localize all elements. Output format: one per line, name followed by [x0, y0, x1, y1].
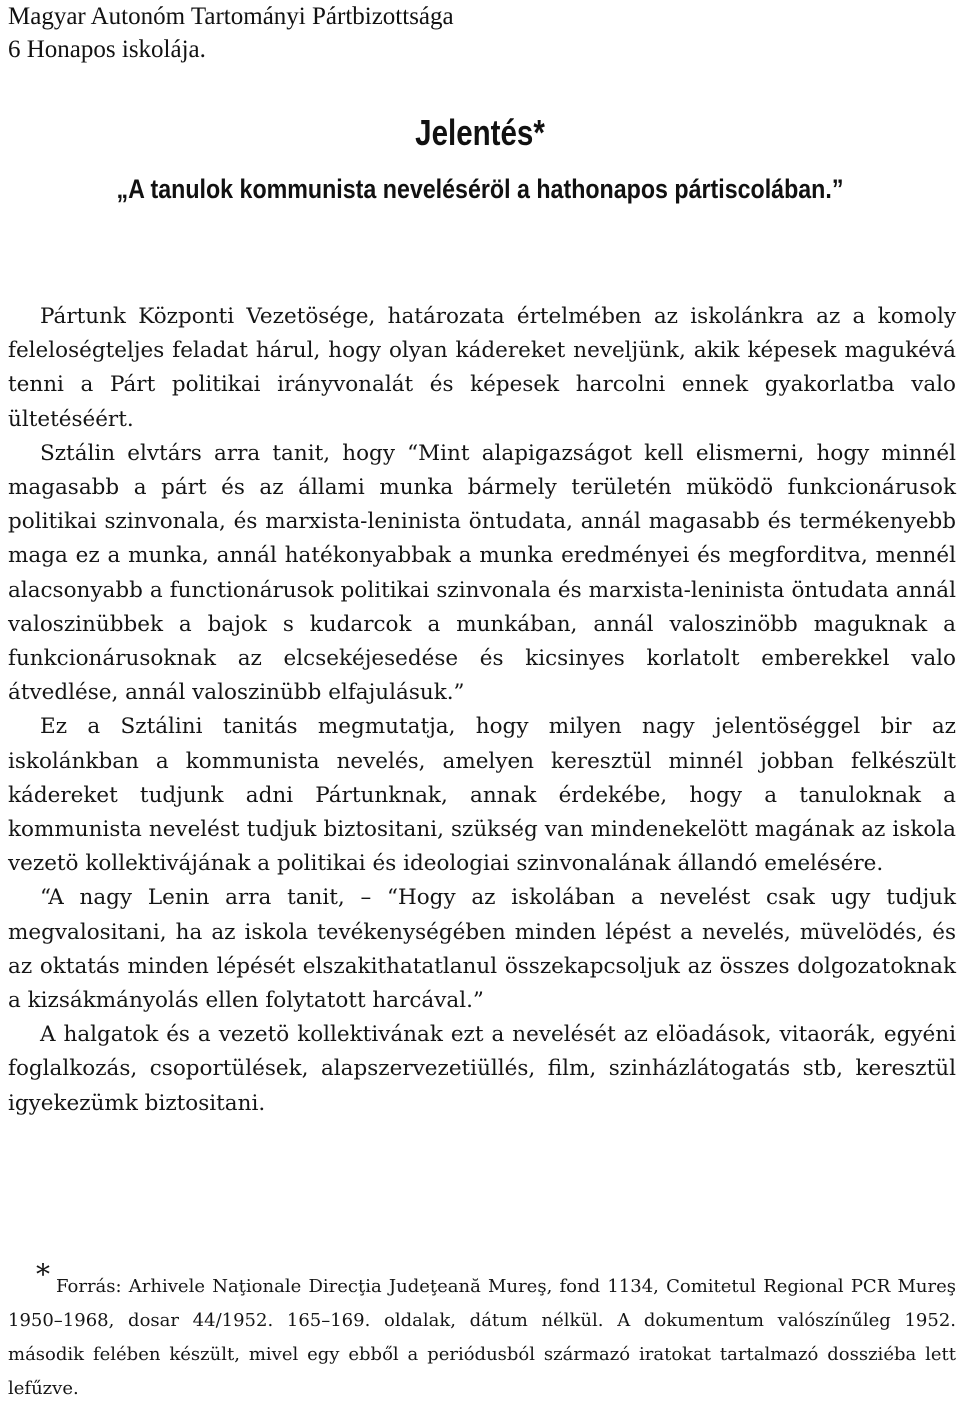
header-organization: Magyar Autonóm Tartományi Pártbizottsága — [8, 3, 454, 30]
footnote-marker: * — [36, 1258, 50, 1291]
footnote — [8, 1258, 956, 1406]
footnote-text: Forrás: Arhivele Naţionale Direcţia Judeţeană Mureş, fond 1134, Comitetul Regional PCR Mureş 1950–1968, dosar 44/1952. 165–169. oldalak, dátum nélkül. A dokumentum valószínűleg 1952. második felében készült, mivel egy ebből a periódusból származó iratokat tartalmazó dossziéba lett lefűzve. — [8, 1276, 956, 1399]
document-title: Jelentés* — [415, 112, 545, 153]
body-paragraph: Ez a Sztálini tanitás megmutatja, hogy milyen nagy jelentöséggel bir az iskolánkban a kommunista nevelés, amelyen keresztül minnél jobban felkészült kádereket tudjunk adni Pártunknak, annak érdekébe, hogy a tanuloknak a kommunista nevelést tudjuk biztositani, szükség van mindenekelött magának az iskola vezetö kollektivájának a politikai és ideologiai szinvonalának állandó emelésére. — [8, 714, 956, 877]
body-paragraph: Pártunk Központi Vezetösége, határozata értelmében az iskolánkra az a komoly feleloségteljes feladat hárul, hogy olyan kádereket neveljünk, akik képesek magukévá tenni a Párt politikai irányvonalát és képesek harcolni ennek gyakorlatba valo ültetéséért. — [8, 304, 956, 432]
footnote-paragraph — [8, 1258, 956, 1406]
body-paragraph: A halgatok és a vezetö kollektivának ezt a nevelését az elöadások, vitaorák, egyéni foglalkozás, csoportülések, alapszervezetiüllés, film, szinházlátogatás stb, keresztül igyekezümk biztositani. — [8, 1022, 956, 1116]
body-paragraph: “A nagy Lenin arra tanit, – “Hogy az iskolában a nevelést csak ugy tudjuk megvalositani, ha az iskola tevékenységében minden lépést a nevelés, müvelödés, és az oktatás minden lépését elszakithatatlanul összekapcsoljuk az összes dolgozatoknak a kizsákmányolás ellen folytatott harcával.” — [8, 885, 956, 1014]
document-subtitle: „A tanulok kommunista neveléséröl a hathonapos pártiscolában.” — [116, 174, 844, 204]
header-school: 6 Honapos iskolája. — [8, 36, 206, 63]
document-header — [8, 0, 454, 66]
document-body — [8, 300, 956, 1121]
body-paragraph: Sztálin elvtárs arra tanit, hogy “Mint alapigazságot kell elismerni, hogy minnél magasabb a párt és az állami munka bármely területén müködö funkcionárusok politikai szinvonala, és marxista-leninista öntudata, annál magasabb és termékenyebb maga ez a munka, annál hatékonyabbak a munka eredményei és megforditva, mennél alacsonyabb a functionárusok politikai szinvonala és marxista-leninista öntudata annál valoszinübbek a bajok s kudarcok a munkában, annál valoszinöbb maguknak a funkcionárusoknak az elcsekéjesedése és kicsinyes korlatolt emberekkel valo átvedlése, annál valoszinübb elfajulásuk.” — [8, 440, 956, 706]
